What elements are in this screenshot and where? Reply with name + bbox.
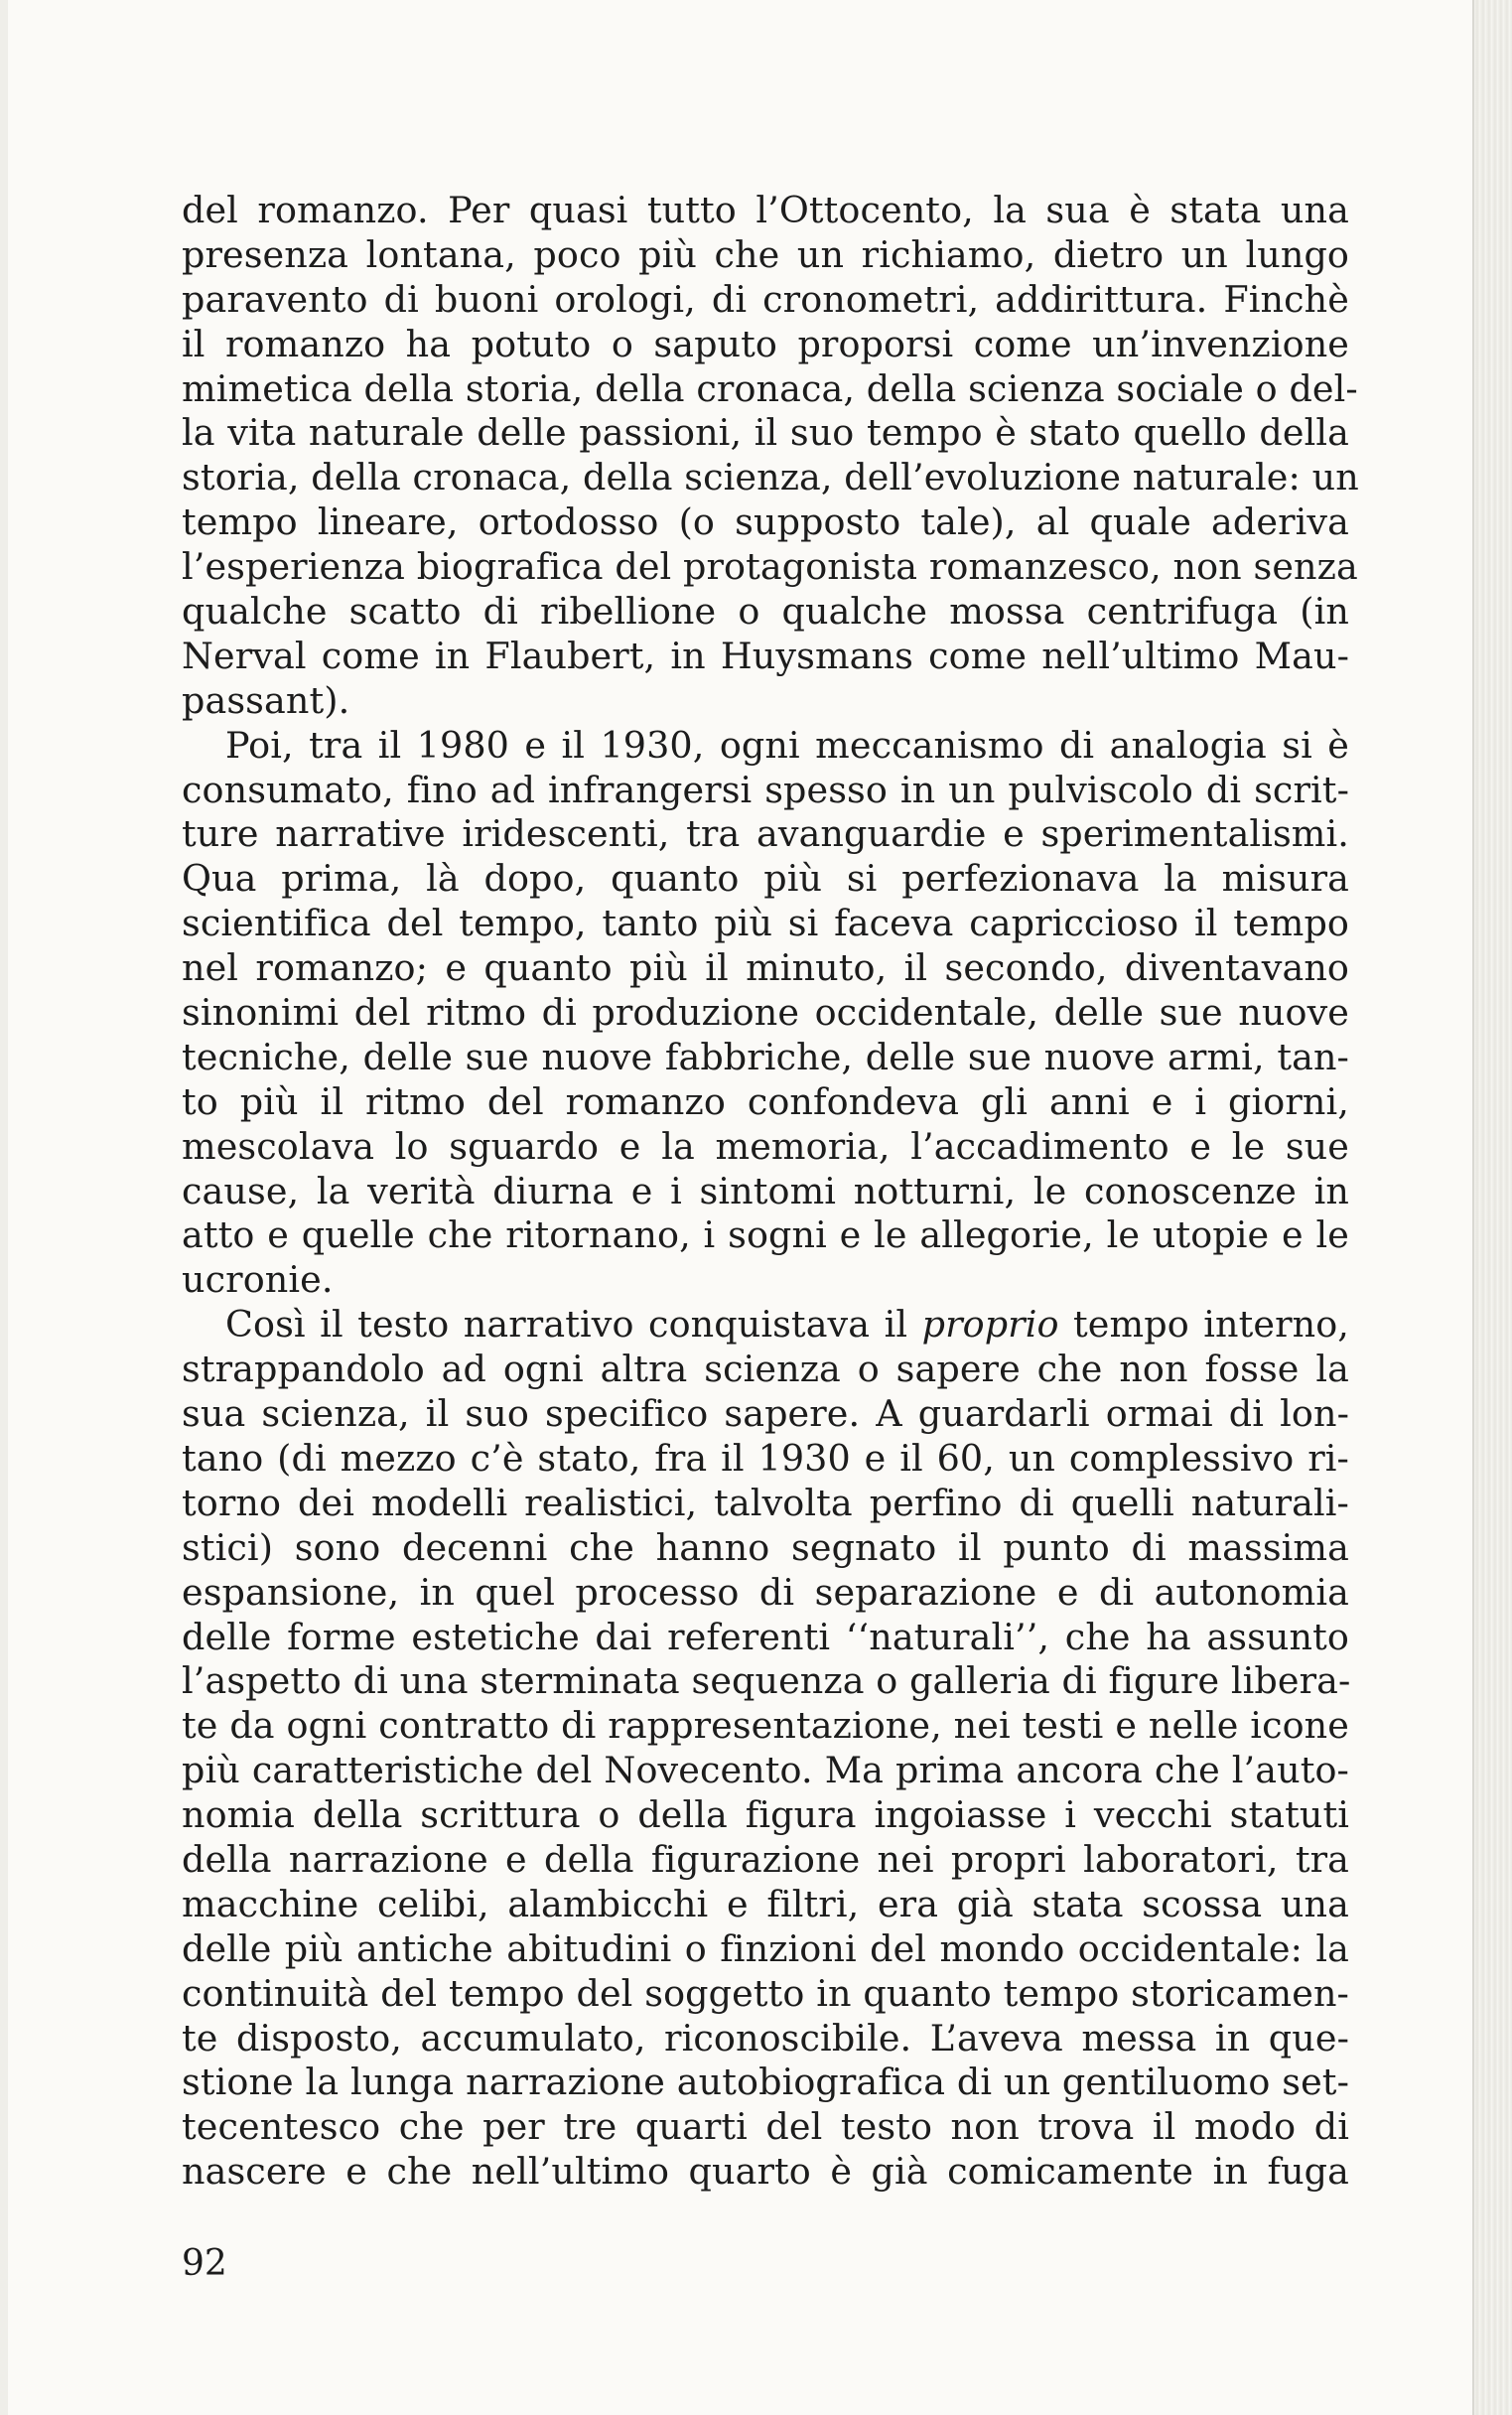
text-line: Poi, tra il 1980 e il 1930, ogni meccanismo di analogia si è — [225, 723, 1349, 767]
text-line: nel romanzo; e quanto più il minuto, il secondo, diventavano — [182, 946, 1349, 990]
text-line: continuità del tempo del soggetto in quanto tempo storicamen- — [182, 1971, 1349, 2015]
paragraph — [182, 1303, 1349, 2195]
text-line: atto e quelle che ritornano, i sogni e le allegorie, le utopie e le — [182, 1213, 1349, 1257]
text-line: l’esperienza biografica del protagonista romanzesco, non senza — [182, 545, 1358, 589]
text-line: il romanzo ha potuto o saputo proporsi come un’invenzione — [182, 322, 1349, 365]
text-line: qualche scatto di ribellione o qualche mossa centrifuga (in — [182, 590, 1349, 634]
text-line: paravento di buoni orologi, di cronometri, addirittura. Finchè — [182, 277, 1349, 321]
text-line: strappandolo ad ogni altra scienza o sapere che non fosse la — [182, 1348, 1349, 1391]
text-line: Nerval come in Flaubert, in Huysmans come nell’ultimo Mau- — [182, 634, 1349, 677]
text-line: del romanzo. Per quasi tutto l’Ottocento, la sua è stata una — [182, 189, 1349, 231]
text-line: delle più antiche abitudini o finzioni del mondo occidentale: la — [182, 1926, 1349, 1970]
text-line: macchine celibi, alambicchi e filtri, era già stata scossa una — [182, 1882, 1349, 1925]
paragraph — [182, 724, 1349, 1304]
text-line: più caratteristiche del Novecento. Ma prima ancora che l’auto- — [182, 1749, 1349, 1792]
text-line: to più il ritmo del romanzo confondeva gli anni e i giorni, — [182, 1079, 1349, 1123]
text-line: tecentesco che per tre quarti del testo non trova il modo di — [182, 2105, 1349, 2149]
text-line: tempo lineare, ortodosso (o supposto tale), al quale aderiva — [182, 500, 1349, 544]
text-line: espansione, in quel processo di separazione e di autonomia — [182, 1570, 1349, 1614]
text-line: consumato, fino ad infrangersi spesso in un pulviscolo di scrit- — [182, 768, 1349, 811]
text-line: Qua prima, là dopo, quanto più si perfezionava la misura — [182, 857, 1349, 901]
text-line: storia, della cronaca, della scienza, dell’evoluzione naturale: un — [182, 456, 1359, 499]
text-line: delle forme estetiche dai referenti ‘‘naturali’’, che ha assunto — [182, 1615, 1349, 1658]
paragraph — [182, 189, 1359, 724]
text-line: stione la lunga narrazione autobiografica di un gentiluomo set- — [182, 2060, 1349, 2104]
text-line: ture narrative iridescenti, tra avanguardie e sperimentalismi. — [182, 812, 1349, 856]
text-line: nomia della scrittura o della figura ingoiasse i vecchi statuti — [182, 1793, 1349, 1837]
text-line: torno dei modelli realistici, talvolta perfino di quelli naturali- — [182, 1481, 1349, 1524]
text-line: della narrazione e della figurazione nei propri laboratori, tra — [182, 1837, 1349, 1881]
text-line: tano (di mezzo c’è stato, fra il 1930 e il 60, un complessivo ri- — [182, 1436, 1349, 1480]
text-line: presenza lontana, poco più che un richiamo, dietro un lungo — [182, 232, 1349, 276]
body-text — [182, 189, 1359, 2195]
page-binding-edge — [1472, 0, 1512, 2415]
text-line: te da ogni contratto di rappresentazione, nei testi e nelle icone — [182, 1704, 1349, 1748]
text-line: mescolava lo sguardo e la memoria, l’accadimento e le sue — [182, 1124, 1349, 1168]
text-line: Così il testo narrativo conquistava il proprio tempo interno, — [225, 1303, 1350, 1347]
text-line: sinonimi del ritmo di produzione occidentale, delle sue nuove — [182, 991, 1349, 1035]
text-line: mimetica della storia, della cronaca, della scienza sociale o del- — [182, 366, 1358, 410]
page-left-edge — [0, 0, 8, 2415]
text-line: sua scienza, il suo specifico sapere. A guardarli ormai di lon- — [182, 1392, 1349, 1436]
text-line: tecniche, delle sue nuove fabbriche, delle sue nuove armi, tan- — [182, 1035, 1349, 1078]
text-line: l’aspetto di una sterminata sequenza o galleria di figure libera- — [182, 1659, 1351, 1703]
text-line: ucronie. — [182, 1258, 334, 1302]
text-line: stici) sono decenni che hanno segnato il punto di massima — [182, 1525, 1349, 1569]
page-number: 92 — [182, 2243, 227, 2284]
text-line: nascere e che nell’ultimo quarto è già comicamente in fuga — [182, 2150, 1349, 2194]
text-line: la vita naturale delle passioni, il suo tempo è stato quello della — [182, 411, 1349, 455]
text-line: te disposto, accumulato, riconoscibile. L’aveva messa in que- — [182, 2016, 1349, 2060]
italic-text: proprio — [921, 1303, 1059, 1347]
text-line: scientifica del tempo, tanto più si faceva capriccioso il tempo — [182, 902, 1349, 945]
text-line: cause, la verità diurna e i sintomi notturni, le conoscenze in — [182, 1169, 1349, 1212]
text-line: passant). — [182, 678, 350, 722]
